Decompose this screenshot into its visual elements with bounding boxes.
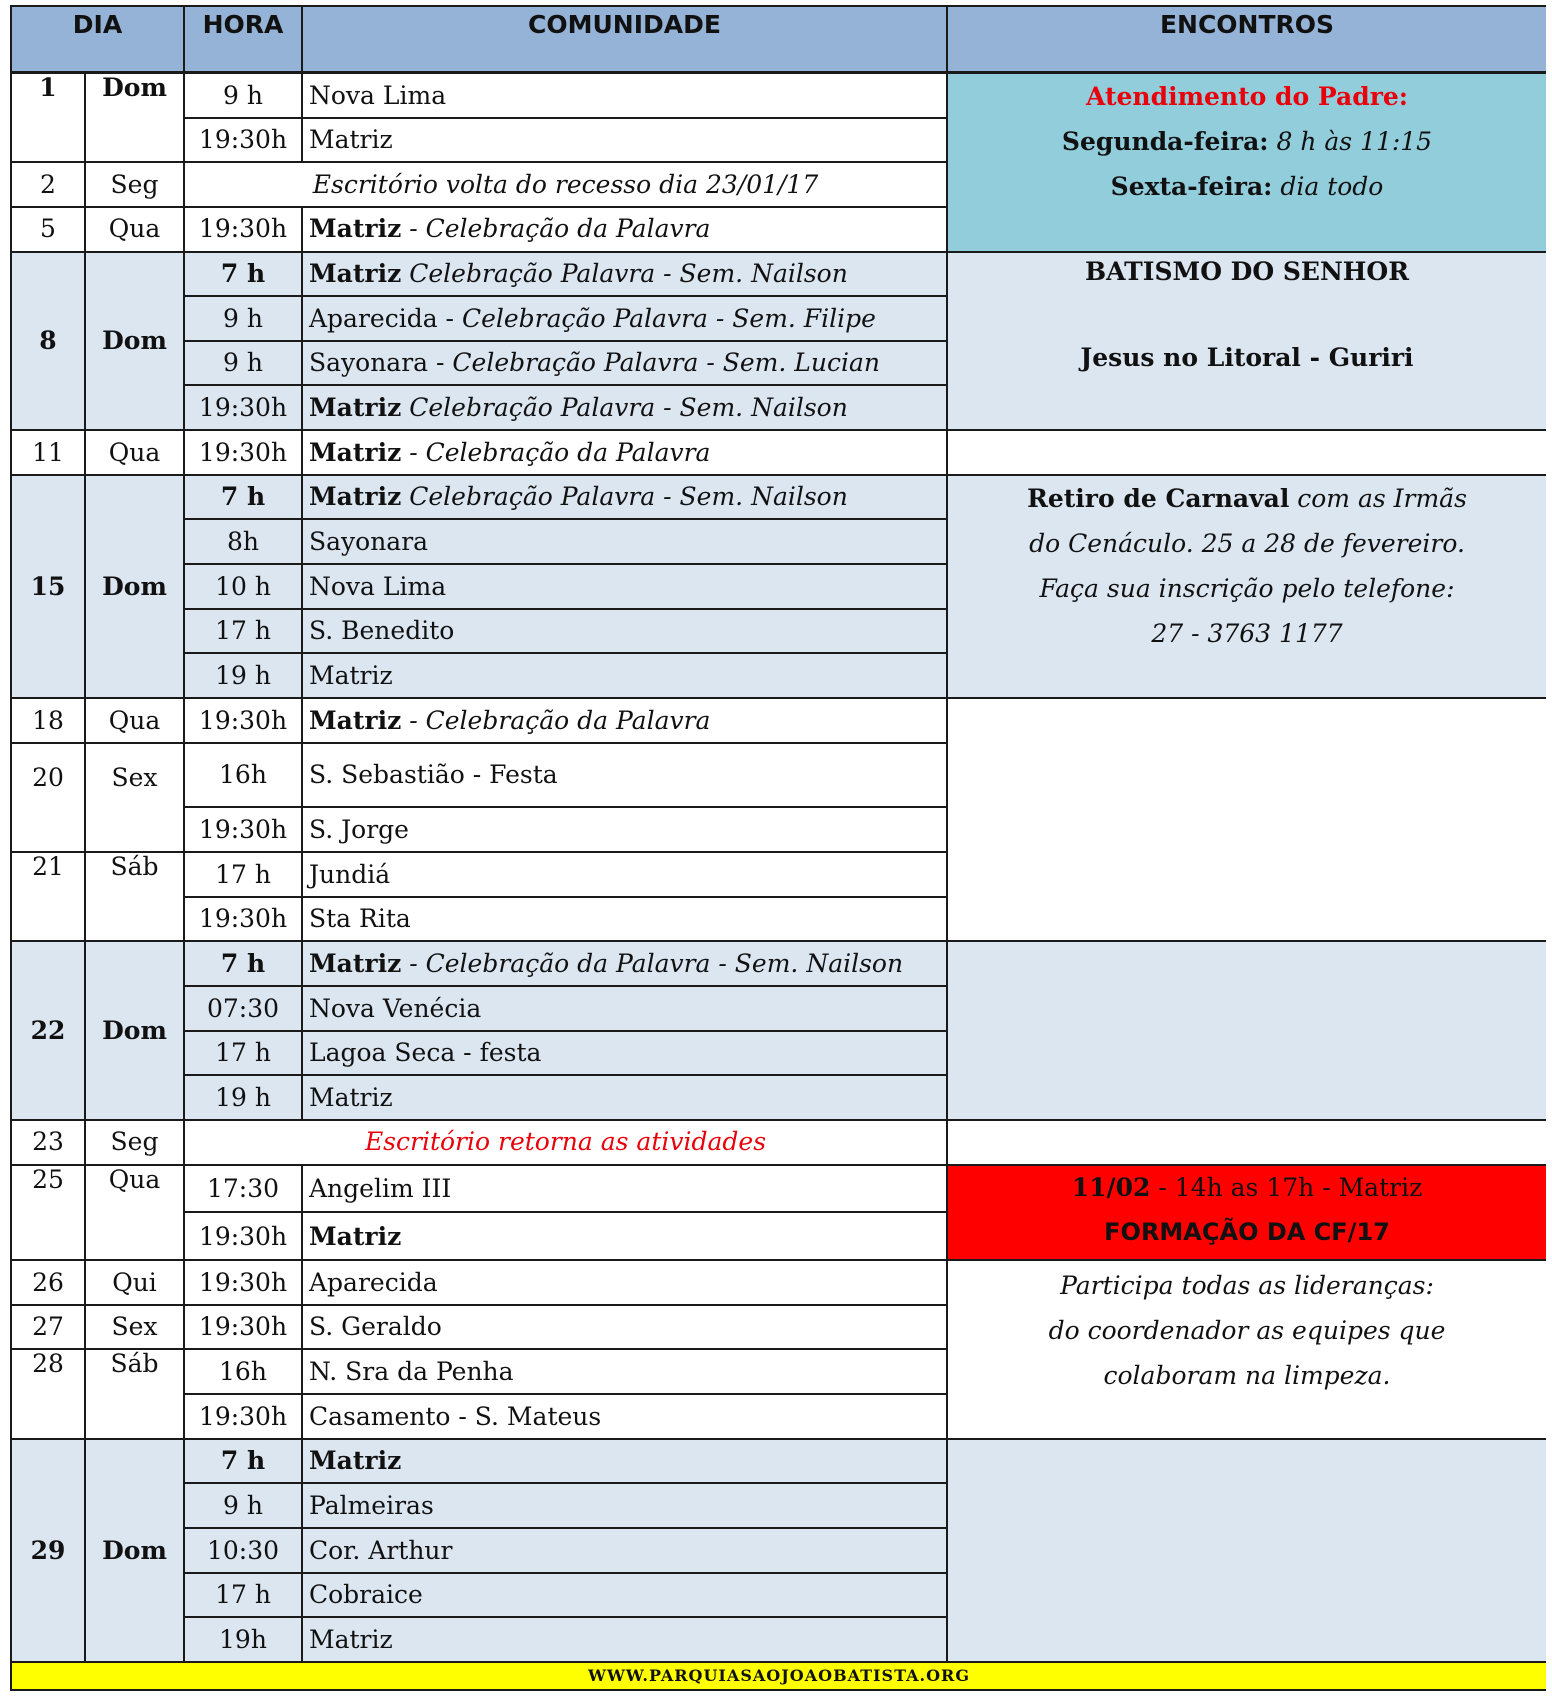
day-number: 18 bbox=[11, 698, 85, 743]
retiro-line2: do Cenáculo. 25 a 28 de fevereiro. bbox=[1029, 528, 1465, 558]
comunidade-name: Matriz bbox=[309, 437, 402, 467]
encontros-formacao-banner bbox=[947, 1165, 1546, 1261]
comunidade-cell: Cor. Arthur bbox=[302, 1528, 947, 1573]
comunidade-cell: Matriz bbox=[302, 1439, 947, 1484]
comunidade-cell bbox=[302, 341, 947, 386]
footer-row bbox=[11, 1662, 1546, 1690]
table-row bbox=[11, 1165, 1546, 1213]
hora-cell: 16h bbox=[184, 743, 302, 808]
hora-cell: 9 h bbox=[184, 296, 302, 341]
comunidade-name: Sayonara - bbox=[309, 348, 453, 378]
table-row bbox=[11, 1439, 1546, 1484]
day-number: 11 bbox=[11, 430, 85, 475]
comunidade-cell: Cobraice bbox=[302, 1573, 947, 1618]
formacao-time: - 14h as 17h - Matriz bbox=[1150, 1172, 1423, 1202]
weekday: Qua bbox=[85, 430, 184, 475]
atendimento-sexta bbox=[954, 164, 1540, 209]
header-comunidade: COMUNIDADE bbox=[302, 6, 947, 73]
hora-cell: 16h bbox=[184, 1349, 302, 1394]
hora-cell: 19:30h bbox=[184, 897, 302, 942]
hora-cell: 19:30h bbox=[184, 1212, 302, 1260]
comunidade-cell: Sayonara bbox=[302, 519, 947, 564]
retiro-phone: 27 - 3763 1177 bbox=[1151, 618, 1343, 648]
atendimento-seg-label: Segunda-feira: bbox=[1061, 127, 1269, 157]
comunidade-cell: Matriz bbox=[302, 1617, 947, 1662]
comunidade-detail: Celebração Palavra - Sem. Nailson bbox=[401, 482, 848, 512]
comunidade-cell: Nova Lima bbox=[302, 73, 947, 118]
hora-cell: 7 h bbox=[184, 941, 302, 986]
comunidade-cell: S. Sebastião - Festa bbox=[302, 743, 947, 808]
hora-cell: 19:30h bbox=[184, 430, 302, 475]
weekday: Dom bbox=[85, 252, 184, 431]
day-number: 23 bbox=[11, 1120, 85, 1165]
encontros-empty bbox=[947, 1439, 1546, 1662]
comunidade-cell: Palmeiras bbox=[302, 1483, 947, 1528]
comunidade-detail: Celebração Palavra - Sem. Filipe bbox=[461, 303, 876, 333]
header-hora: HORA bbox=[184, 6, 302, 73]
batismo-title: BATISMO DO SENHOR bbox=[1085, 256, 1409, 286]
hora-cell: 19:30h bbox=[184, 807, 302, 852]
hora-cell: 17 h bbox=[184, 1031, 302, 1076]
comunidade-name: Matriz bbox=[309, 705, 402, 735]
atendimento-sex-value: dia todo bbox=[1272, 172, 1384, 202]
hora-cell: 9 h bbox=[184, 341, 302, 386]
weekday: Dom bbox=[85, 73, 184, 162]
hora-cell: 9 h bbox=[184, 1483, 302, 1528]
encontros-atendimento bbox=[947, 73, 1546, 252]
day-number: 21 bbox=[11, 852, 85, 941]
hora-cell: 10 h bbox=[184, 564, 302, 609]
table-row bbox=[11, 941, 1546, 986]
table-row bbox=[11, 252, 1546, 297]
encontros-retiro bbox=[947, 475, 1546, 698]
encontros-batismo bbox=[947, 252, 1546, 431]
hora-cell: 17 h bbox=[184, 852, 302, 897]
comunidade-cell: Matriz bbox=[302, 1075, 947, 1120]
comunidade-name: Aparecida - bbox=[309, 303, 462, 333]
formacao-line1: Participa todas as lideranças: bbox=[1060, 1271, 1434, 1301]
comunidade-cell: Angelim III bbox=[302, 1165, 947, 1213]
hora-cell: 19 h bbox=[184, 1075, 302, 1120]
comunidade-detail: - Celebração da Palavra bbox=[401, 214, 711, 244]
hora-cell: 19:30h bbox=[184, 118, 302, 163]
weekday: Qua bbox=[85, 1165, 184, 1261]
weekday: Qua bbox=[85, 207, 184, 252]
comunidade-cell bbox=[302, 698, 947, 743]
weekday: Dom bbox=[85, 1439, 184, 1662]
table-row bbox=[11, 73, 1546, 118]
weekday: Dom bbox=[85, 475, 184, 698]
formacao-line3: colaboram na limpeza. bbox=[1103, 1361, 1391, 1391]
comunidade-cell: Matriz bbox=[302, 653, 947, 698]
comunidade-cell: Matriz bbox=[302, 1212, 947, 1260]
comunidade-name: Matriz bbox=[309, 393, 402, 423]
comunidade-cell: S. Geraldo bbox=[302, 1305, 947, 1350]
hora-cell: 17 h bbox=[184, 1573, 302, 1618]
hora-cell: 19:30h bbox=[184, 385, 302, 430]
retiro-line1 bbox=[954, 476, 1540, 521]
batismo-location: Jesus no Litoral - Guriri bbox=[1080, 342, 1414, 372]
formacao-title: FORMAÇÃO DA CF/17 bbox=[1104, 1217, 1390, 1246]
comunidade-cell: Aparecida bbox=[302, 1260, 947, 1305]
comunidade-detail: Celebração Palavra - Sem. Lucian bbox=[452, 348, 880, 378]
schedule-table bbox=[10, 5, 1546, 1691]
table-row bbox=[11, 475, 1546, 520]
day-number: 5 bbox=[11, 207, 85, 252]
formacao-date bbox=[954, 1166, 1540, 1210]
encontros-empty bbox=[947, 698, 1546, 941]
comunidade-cell: Casamento - S. Mateus bbox=[302, 1394, 947, 1439]
atendimento-segunda bbox=[954, 119, 1540, 164]
hora-cell: 19:30h bbox=[184, 1305, 302, 1350]
encontros-empty bbox=[947, 941, 1546, 1120]
comunidade-cell: Nova Lima bbox=[302, 564, 947, 609]
encontros-formacao-details bbox=[947, 1260, 1546, 1439]
comunidade-cell: Sta Rita bbox=[302, 897, 947, 942]
hora-cell: 07:30 bbox=[184, 986, 302, 1031]
table-row bbox=[11, 698, 1546, 743]
day-number: 20 bbox=[11, 743, 85, 852]
hora-cell: 19:30h bbox=[184, 1260, 302, 1305]
weekday: Seg bbox=[85, 162, 184, 207]
website-footer: WWW.PARQUIASAOJOAOBATISTA.ORG bbox=[11, 1662, 1546, 1690]
comunidade-cell bbox=[302, 475, 947, 520]
comunidade-detail: Celebração Palavra - Sem. Nailson bbox=[401, 393, 848, 423]
weekday: Sáb bbox=[85, 1349, 184, 1438]
office-note: Escritório volta do recesso dia 23/01/17 bbox=[184, 162, 947, 207]
weekday: Qua bbox=[85, 698, 184, 743]
formacao-line2: do coordenador as equipes que bbox=[1048, 1316, 1446, 1346]
weekday: Sex bbox=[85, 743, 184, 852]
comunidade-detail: Celebração Palavra - Sem. Nailson bbox=[401, 259, 848, 289]
comunidade-cell: S. Benedito bbox=[302, 609, 947, 654]
comunidade-cell bbox=[302, 430, 947, 475]
atendimento-seg-value: 8 h às 11:15 bbox=[1268, 127, 1433, 157]
office-note: Escritório retorna as atividades bbox=[184, 1120, 947, 1165]
comunidade-cell bbox=[302, 252, 947, 297]
comunidade-cell: Jundiá bbox=[302, 852, 947, 897]
day-number: 2 bbox=[11, 162, 85, 207]
comunidade-cell: N. Sra da Penha bbox=[302, 1349, 947, 1394]
hora-cell: 17:30 bbox=[184, 1165, 302, 1213]
retiro-line3: Faça sua inscrição pelo telefone: bbox=[1039, 573, 1455, 603]
comunidade-cell: Lagoa Seca - festa bbox=[302, 1031, 947, 1076]
day-number: 1 bbox=[11, 73, 85, 162]
comunidade-name: Matriz bbox=[309, 259, 402, 289]
hora-cell: 19:30h bbox=[184, 1394, 302, 1439]
day-number: 27 bbox=[11, 1305, 85, 1350]
hora-cell: 19 h bbox=[184, 653, 302, 698]
comunidade-cell bbox=[302, 941, 947, 986]
comunidade-cell bbox=[302, 296, 947, 341]
comunidade-cell bbox=[302, 207, 947, 252]
comunidade-detail: - Celebração da Palavra - Sem. Nailson bbox=[401, 948, 904, 978]
day-number: 25 bbox=[11, 1165, 85, 1261]
weekday: Sáb bbox=[85, 852, 184, 941]
header-dia: DIA bbox=[11, 6, 184, 73]
encontros-empty bbox=[947, 1120, 1546, 1165]
day-number: 8 bbox=[11, 252, 85, 431]
weekday: Sex bbox=[85, 1305, 184, 1350]
hora-cell: 19:30h bbox=[184, 207, 302, 252]
hora-cell: 19:30h bbox=[184, 698, 302, 743]
weekday: Qui bbox=[85, 1260, 184, 1305]
comunidade-cell: S. Jorge bbox=[302, 807, 947, 852]
day-number: 22 bbox=[11, 941, 85, 1120]
table-row bbox=[11, 430, 1546, 475]
hora-cell: 19h bbox=[184, 1617, 302, 1662]
retiro-title: Retiro de Carnaval bbox=[1027, 483, 1290, 513]
hora-cell: 7 h bbox=[184, 475, 302, 520]
day-number: 28 bbox=[11, 1349, 85, 1438]
comunidade-name: Matriz bbox=[309, 214, 402, 244]
atendimento-sex-label: Sexta-feira: bbox=[1110, 172, 1273, 202]
encontros-empty bbox=[947, 430, 1546, 475]
comunidade-cell: Matriz bbox=[302, 118, 947, 163]
schedule-sheet bbox=[10, 5, 1546, 1691]
header-row bbox=[11, 6, 1546, 73]
comunidade-cell: Nova Venécia bbox=[302, 986, 947, 1031]
comunidade-cell bbox=[302, 385, 947, 430]
atendimento-title: Atendimento do Padre: bbox=[1086, 82, 1408, 112]
comunidade-name: Matriz bbox=[309, 948, 402, 978]
comunidade-name: Matriz bbox=[309, 482, 402, 512]
hora-cell: 8h bbox=[184, 519, 302, 564]
day-number: 29 bbox=[11, 1439, 85, 1662]
table-row bbox=[11, 1260, 1546, 1305]
weekday: Seg bbox=[85, 1120, 184, 1165]
formacao-date-bold: 11/02 bbox=[1071, 1172, 1151, 1202]
weekday: Dom bbox=[85, 941, 184, 1120]
header-encontros: ENCONTROS bbox=[947, 6, 1546, 73]
hora-cell: 7 h bbox=[184, 252, 302, 297]
comunidade-detail: - Celebração da Palavra bbox=[401, 705, 711, 735]
hora-cell: 7 h bbox=[184, 1439, 302, 1484]
hora-cell: 10:30 bbox=[184, 1528, 302, 1573]
comunidade-detail: - Celebração da Palavra bbox=[401, 437, 711, 467]
hora-cell: 9 h bbox=[184, 73, 302, 118]
day-number: 26 bbox=[11, 1260, 85, 1305]
table-row bbox=[11, 1120, 1546, 1165]
hora-cell: 17 h bbox=[184, 609, 302, 654]
day-number: 15 bbox=[11, 475, 85, 698]
retiro-detail: com as Irmãs bbox=[1289, 483, 1467, 513]
